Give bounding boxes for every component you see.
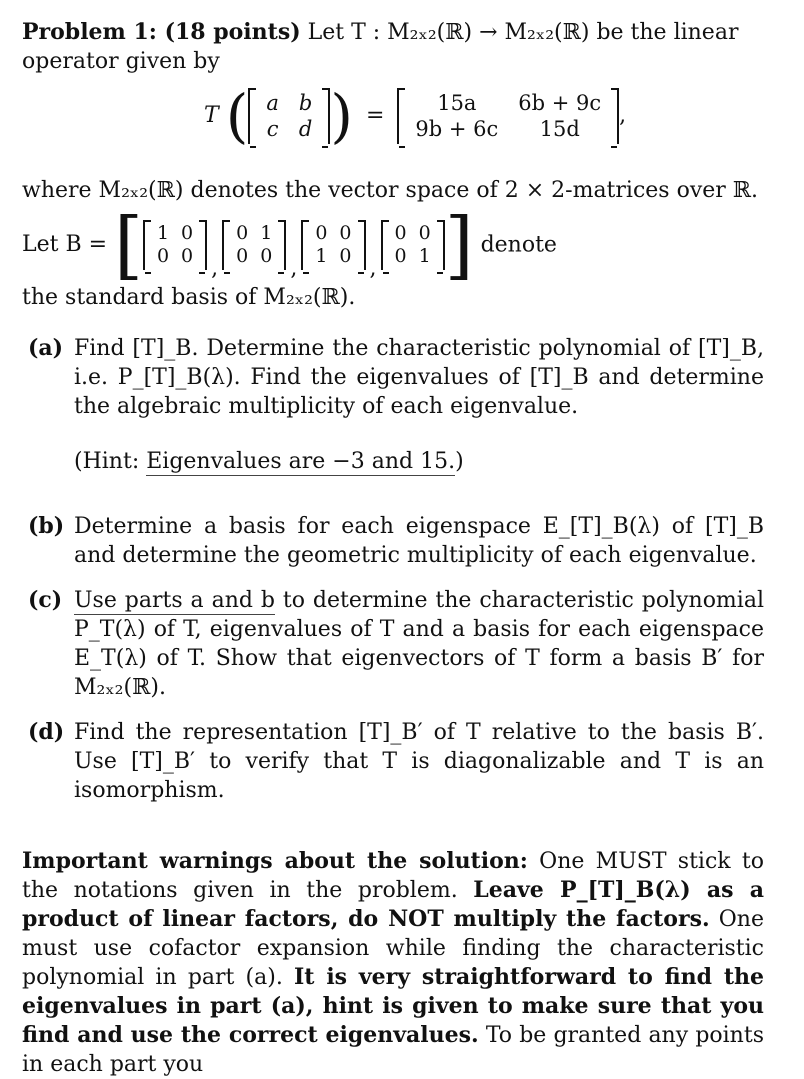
basis-matrix bbox=[143, 220, 207, 270]
matrix-entry: 15a bbox=[437, 91, 477, 115]
part-label: (d) bbox=[28, 719, 65, 745]
problem-page bbox=[22, 18, 764, 1079]
basis-matrix bbox=[301, 220, 365, 270]
part-c-text: to determine the characteristic polynomial P_T(λ) of T, eigenvalues of T and a basis for each eigenspace E_T(λ) of T. Show that eigenvectors of T form a basis B′ for M₂ₓ₂(ℝ). bbox=[74, 588, 764, 700]
warning-text: One must use cofactor expansion while finding the characteristic polynomial in part (a). bbox=[22, 907, 764, 990]
matrix-entry: 0 bbox=[339, 222, 352, 244]
matrix-entry: 1 bbox=[260, 222, 273, 244]
part-d bbox=[22, 718, 764, 805]
basis-matrix bbox=[381, 220, 445, 270]
part-label: (b) bbox=[28, 513, 65, 539]
matrix-entry: 9b + 6c bbox=[415, 117, 499, 141]
part-text: Find [T]_B. Determine the characteristic polynomial of [T]_B, i.e. P_[T]_B(λ). Find the eigenvalues of [T]_B and determine the algebraic multiplicity of each eigenvalue. bbox=[74, 336, 764, 419]
input-matrix bbox=[248, 88, 330, 144]
part-c bbox=[22, 586, 764, 702]
matrix-entry: 1 bbox=[315, 245, 328, 267]
matrix-entry: b bbox=[298, 91, 313, 115]
problem-intro bbox=[22, 18, 764, 76]
part-text: Find the representation [T]_B′ of T relative to the basis B′. Use [T]_B′ to verify that T is diagonalizable and T is an isomorphism. bbox=[74, 720, 764, 803]
warning-text: One MUST stick to the notations given in the problem. bbox=[22, 849, 764, 903]
matrix-entry: d bbox=[298, 117, 313, 141]
part-text: Determine a basis for each eigenspace E_[T]_B(λ) of [T]_B and determine the geometric multiplicity of each eigenvalue. bbox=[74, 514, 764, 568]
matrix-entry: 1 bbox=[156, 222, 170, 244]
matrix-entry: 0 bbox=[339, 245, 352, 267]
hint-underlined: Eigenvalues are −3 and 15. bbox=[146, 449, 456, 474]
matrix-entry: 0 bbox=[315, 222, 328, 244]
problem-heading: Problem 1: (18 points) bbox=[22, 19, 301, 45]
problem-parts bbox=[22, 334, 764, 805]
matrix-entry: 6b + 9c bbox=[518, 91, 602, 115]
part-label: (a) bbox=[28, 335, 64, 361]
output-matrix bbox=[397, 88, 619, 144]
matrix-entry: 0 bbox=[236, 245, 249, 267]
part-c-underlined: Use parts a and b bbox=[74, 588, 275, 613]
matrix-entry: 0 bbox=[181, 245, 194, 267]
warning-bold-text: It is very straightforward to find the eigenvalues in part (a), hint is given to make sure that you find and use the correct eigenvalues. bbox=[22, 964, 764, 1048]
basis-prefix: Let B = bbox=[22, 232, 108, 257]
warning-text: To be granted any points in each part you bbox=[22, 1023, 764, 1077]
matrix-entry: 0 bbox=[156, 245, 170, 267]
hint bbox=[74, 447, 764, 476]
basis-matrix bbox=[222, 220, 286, 270]
warnings-heading: Important warnings about the solution: bbox=[22, 848, 528, 874]
part-b bbox=[22, 512, 764, 570]
matrix-entry: 0 bbox=[394, 245, 407, 267]
hint-open: (Hint: bbox=[74, 449, 147, 474]
part-a bbox=[22, 334, 764, 476]
warnings bbox=[22, 847, 764, 1079]
hint-close: ) bbox=[455, 449, 464, 474]
operator-symbol: T bbox=[204, 103, 219, 128]
basis-suffix: denote bbox=[480, 232, 557, 258]
matrix-entry: 1 bbox=[418, 245, 431, 267]
basis-tail: the standard basis of M₂ₓ₂(ℝ). bbox=[22, 285, 356, 310]
operator-definition: T ( a b c d ) = 15a 6b + 9c 9b + 6c 15d , bbox=[204, 82, 627, 150]
matrix-entry: 15d bbox=[539, 117, 580, 141]
matrix-entry: c bbox=[266, 117, 279, 141]
where-text: where M₂ₓ₂(ℝ) denotes the vector space of 2 × 2-matrices over ℝ. bbox=[22, 178, 759, 203]
matrix-entry: 0 bbox=[181, 222, 194, 244]
part-label: (c) bbox=[28, 587, 63, 613]
basis-definition: Let B = [ 1 0 0 0 , 0 1 0 0 , 0 0 1 0 , 0 0 0 1 ] denote bbox=[22, 202, 557, 288]
matrix-entry: 0 bbox=[418, 222, 431, 244]
part-text bbox=[74, 586, 764, 702]
matrix-entry: 0 bbox=[236, 222, 249, 244]
matrix-entry: 0 bbox=[394, 222, 407, 244]
matrix-entry: a bbox=[266, 91, 279, 115]
matrix-entry: 0 bbox=[260, 245, 273, 267]
problem-intro-text: Let T : M₂ₓ₂(ℝ) → M₂ₓ₂(ℝ) be the linear operator given by bbox=[22, 20, 739, 74]
warning-bold-text: Leave P_[T]_B(λ) as a product of linear factors, do NOT multiply the factors. bbox=[22, 877, 764, 932]
